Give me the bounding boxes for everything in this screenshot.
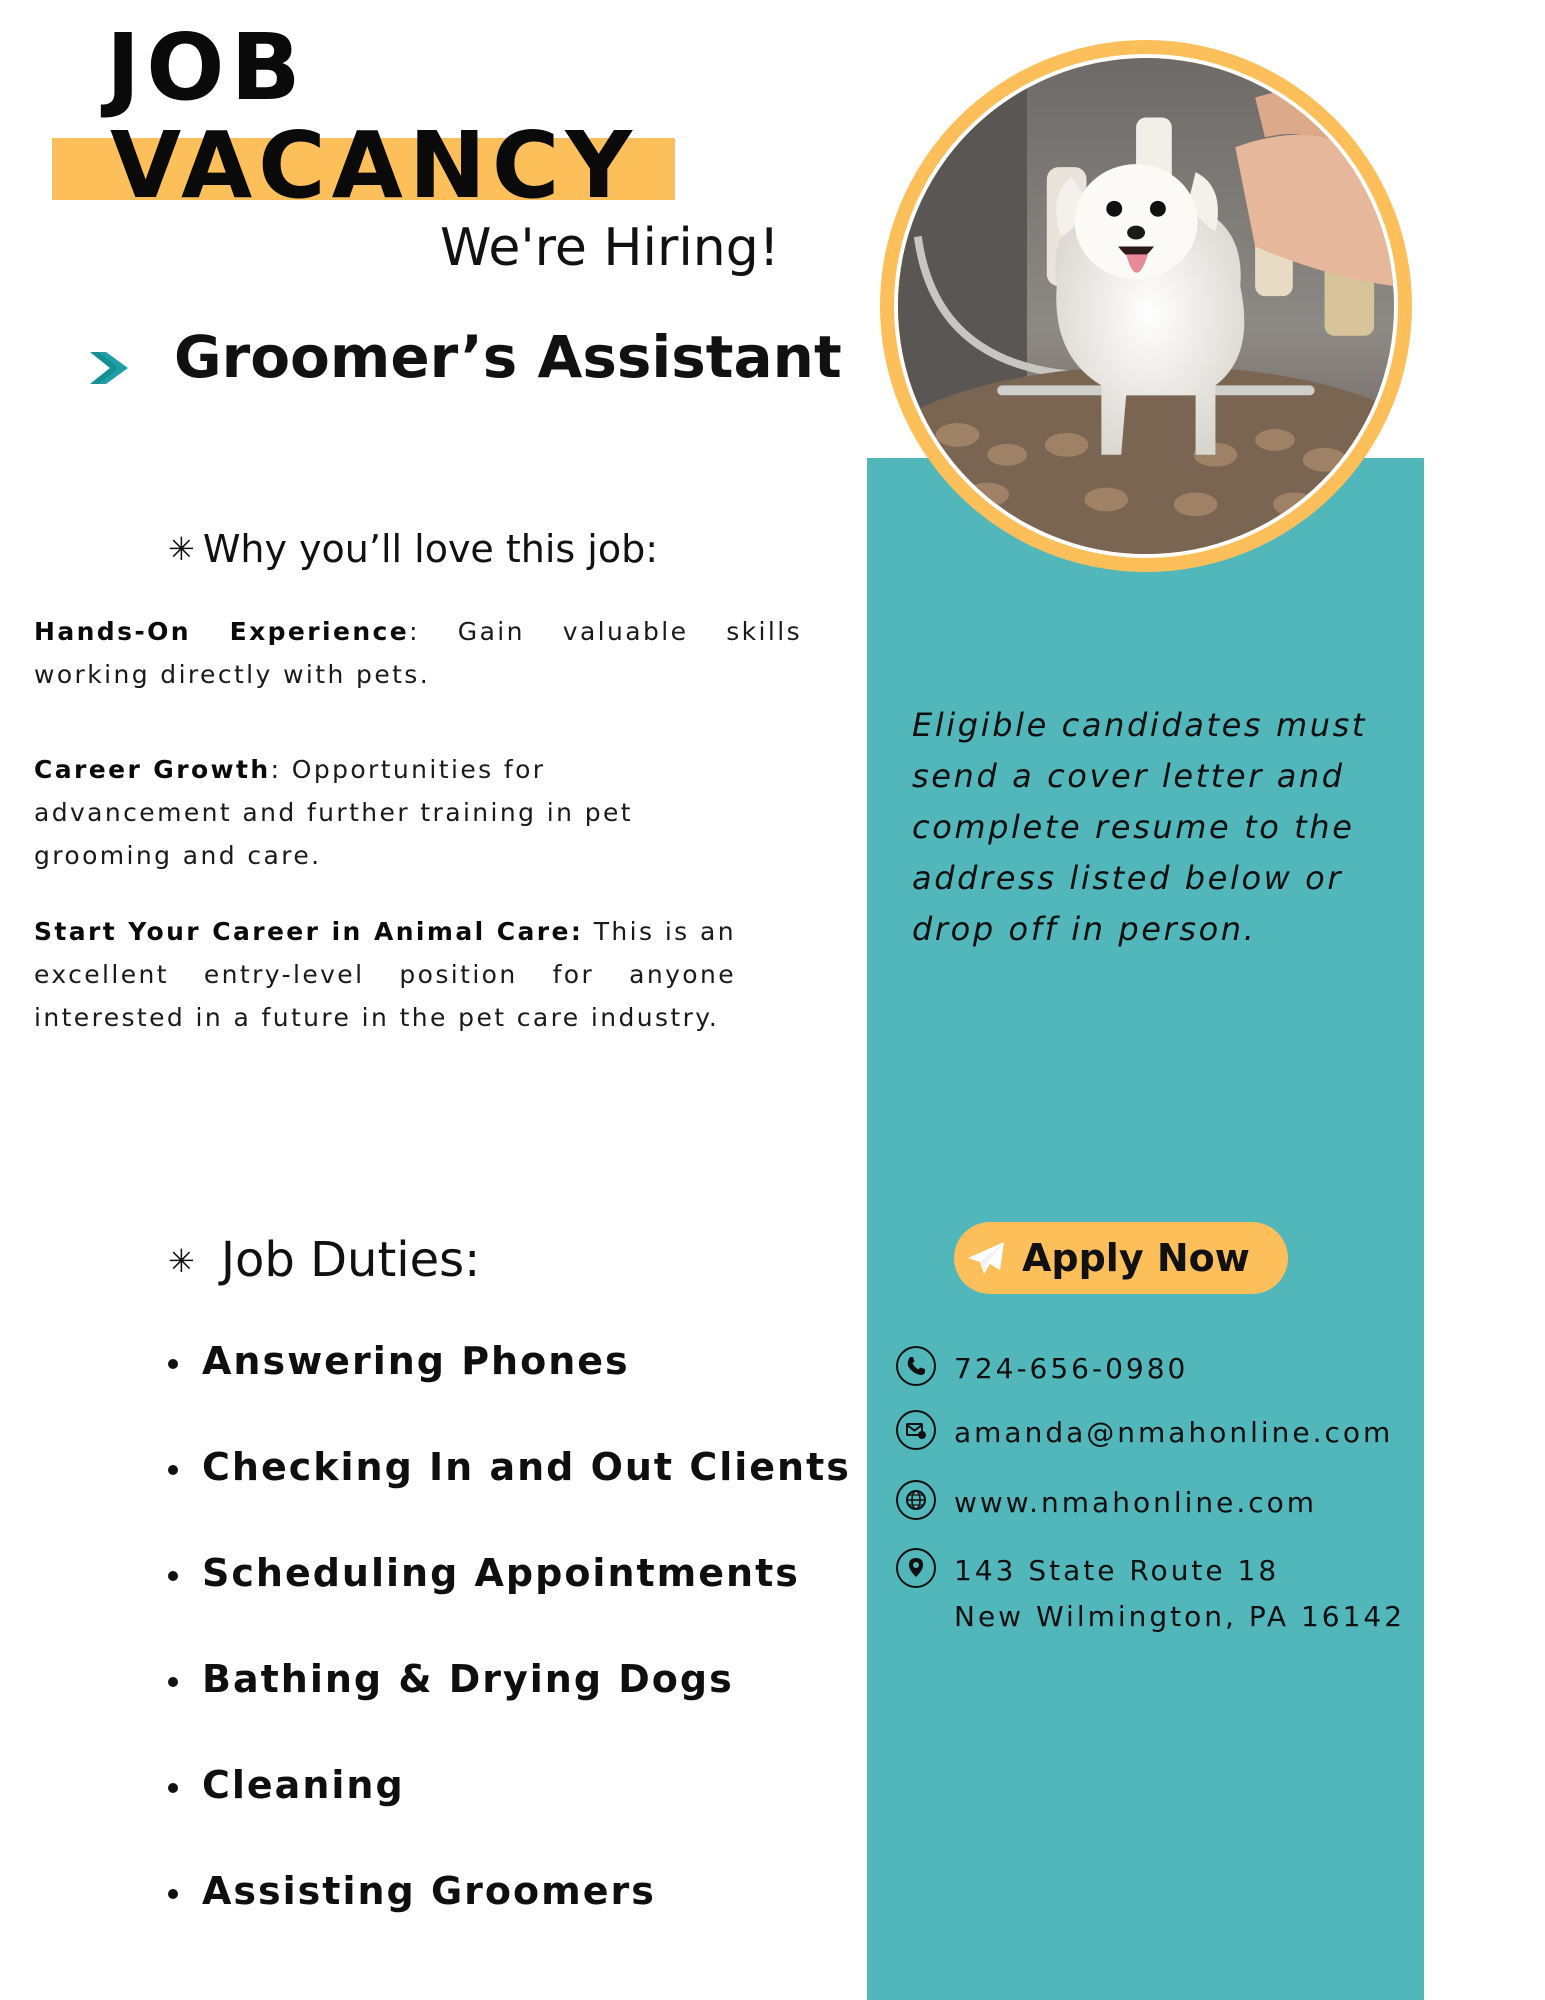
asterisk-icon: ✳ (168, 1242, 195, 1280)
duty-item: Cleaning (164, 1766, 851, 1872)
benefit-text: Gain valuable skills working directly with pets. (34, 617, 803, 689)
contact-email[interactable] (896, 1410, 1393, 1456)
duties-heading-text: Job Duties: (220, 1232, 481, 1288)
duties-heading (168, 1232, 481, 1288)
benefits-heading (168, 527, 659, 571)
website-url: www.nmahonline.com (954, 1486, 1318, 1519)
benefits-heading-text: Why you’ll love this job: (202, 527, 659, 571)
address-line-2: New Wilmington, PA 16142 (954, 1600, 1406, 1633)
apply-now-label: Apply Now (1022, 1236, 1250, 1280)
phone-number: 724-656-0980 (954, 1352, 1189, 1385)
email-icon (896, 1410, 936, 1450)
dog-photo (894, 54, 1398, 558)
benefit-label: Hands-On Experience (34, 617, 410, 646)
phone-icon (896, 1346, 936, 1386)
paper-plane-icon (964, 1238, 1008, 1278)
benefit-item: Career Growth: Opportunities for advancement and further training in pet grooming and care. (34, 755, 633, 870)
benefit-text: This is an excellent entry-level position for anyone interested in a future in the pet care industry. (34, 917, 737, 1032)
position-title: Groomer’s Assistant (174, 323, 842, 391)
duty-item: Scheduling Appointments (164, 1554, 851, 1660)
chevron-right-icon (88, 348, 132, 388)
benefit-label: Career Growth (34, 755, 271, 784)
email-address: amanda@nmahonline.com (954, 1416, 1394, 1449)
benefit-item: Hands-On Experience: Gain valuable skills working directly with pets. (34, 617, 803, 689)
location-pin-icon (896, 1548, 936, 1588)
asterisk-icon: ✳ (168, 530, 195, 568)
duty-item: Assisting Groomers (164, 1872, 851, 1978)
address-line-1: 143 State Route 18 (954, 1554, 1280, 1587)
eligibility-text: Eligible candidates must send a cover letter and complete resume to the address listed below or drop off in person. (912, 706, 1368, 948)
apply-now-button[interactable] (954, 1222, 1288, 1294)
duty-item: Bathing & Drying Dogs (164, 1660, 851, 1766)
benefit-item (34, 910, 736, 1039)
duty-item: Checking In and Out Clients (164, 1448, 851, 1554)
contact-address (896, 1548, 1405, 1640)
globe-icon (896, 1480, 936, 1520)
duty-item: Answering Phones (164, 1342, 851, 1448)
benefit-label: Start Your Career in Animal Care: (34, 917, 584, 946)
duties-list (164, 1339, 851, 1978)
title-vacancy: VACANCY (110, 112, 639, 219)
contact-phone[interactable] (896, 1346, 1188, 1392)
contact-website[interactable] (896, 1480, 1317, 1526)
benefit-text: Opportunities for advancement and further training in pet grooming and care. (34, 755, 633, 870)
dog-photo-frame (880, 40, 1412, 572)
hiring-subtitle: We're Hiring! (440, 218, 780, 278)
title-job: JOB (106, 14, 307, 121)
